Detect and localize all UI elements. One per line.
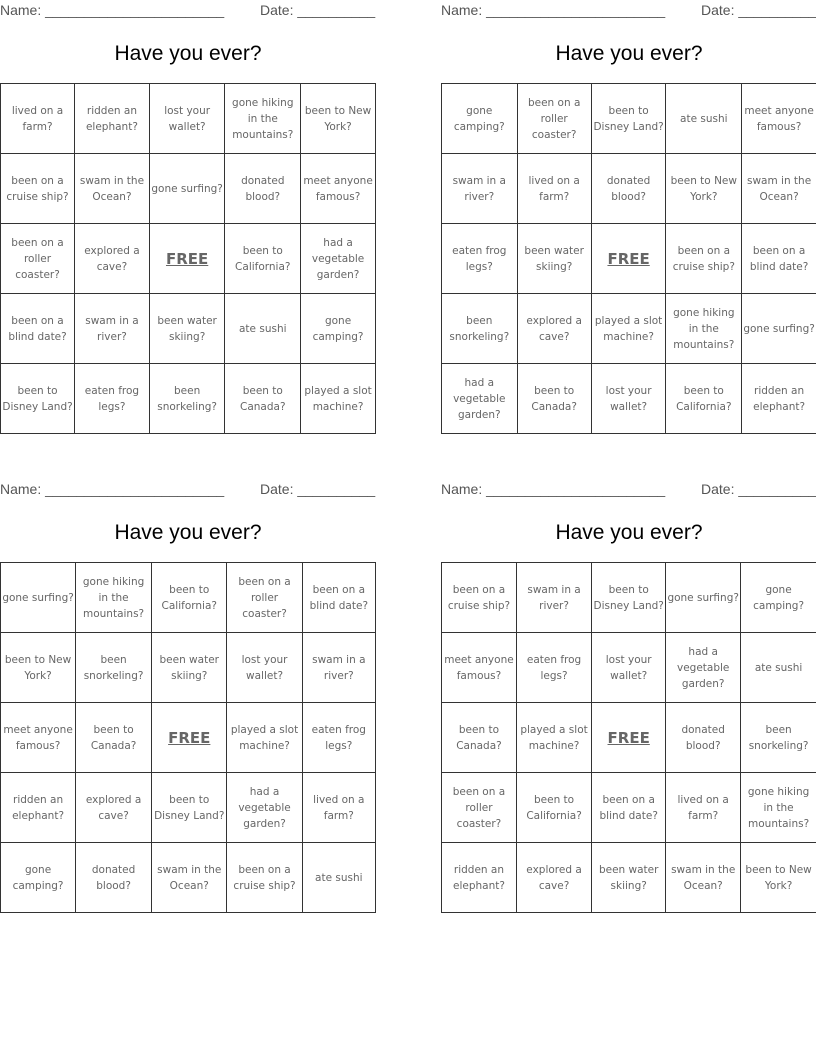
bingo-cell: been to Canada? bbox=[76, 703, 152, 773]
bingo-cell: lost your wallet? bbox=[591, 364, 666, 434]
bingo-cell: gone hiking in the mountains? bbox=[666, 294, 742, 364]
bingo-cell: been to Disney Land? bbox=[591, 84, 666, 154]
bingo-cell: eaten frog legs? bbox=[442, 224, 518, 294]
bingo-cell: gone surfing? bbox=[742, 294, 816, 364]
bingo-cell: had a vegetable garden? bbox=[442, 364, 518, 434]
bingo-cell: gone surfing? bbox=[666, 563, 741, 633]
bingo-cell: swam in a river? bbox=[516, 563, 591, 633]
bingo-cell: ate sushi bbox=[741, 633, 816, 703]
bingo-cell: gone hiking in the mountains? bbox=[741, 773, 816, 843]
bingo-cell: donated blood? bbox=[76, 843, 152, 913]
date-field-label: Date: __________ bbox=[701, 2, 816, 18]
bingo-cell: gone camping? bbox=[1, 843, 76, 913]
bingo-grid bbox=[0, 562, 376, 913]
bingo-cell: been on a roller coaster? bbox=[517, 84, 591, 154]
bingo-grid bbox=[0, 83, 376, 434]
bingo-cell: ate sushi bbox=[225, 294, 301, 364]
free-space: FREE bbox=[591, 224, 666, 294]
bingo-cell: swam in a river? bbox=[442, 154, 518, 224]
bingo-cell: been to California? bbox=[152, 563, 227, 633]
card-header bbox=[441, 479, 816, 501]
bingo-cell: meet anyone famous? bbox=[742, 84, 816, 154]
grid-row bbox=[1, 563, 376, 633]
card-header bbox=[441, 0, 816, 22]
bingo-grid bbox=[441, 83, 816, 434]
bingo-cell: played a slot machine? bbox=[227, 703, 302, 773]
grid-row bbox=[1, 154, 376, 224]
bingo-cell: been on a blind date? bbox=[592, 773, 666, 843]
grid-row bbox=[442, 154, 816, 224]
bingo-card-4 bbox=[441, 479, 816, 911]
bingo-cell: been to Canada? bbox=[225, 364, 301, 434]
bingo-cell: gone hiking in the mountains? bbox=[76, 563, 152, 633]
bingo-cell: been snorkeling? bbox=[741, 703, 816, 773]
bingo-cell: been to New York? bbox=[666, 154, 742, 224]
bingo-cell: lost your wallet? bbox=[592, 633, 666, 703]
bingo-card-3 bbox=[0, 479, 376, 911]
grid-row bbox=[442, 364, 816, 434]
bingo-cell: ridden an elephant? bbox=[442, 843, 517, 913]
bingo-cell: meet anyone famous? bbox=[301, 154, 376, 224]
bingo-cell: donated blood? bbox=[225, 154, 301, 224]
bingo-cell: been on a cruise ship? bbox=[227, 843, 302, 913]
grid-row bbox=[1, 84, 376, 154]
bingo-cell: ridden an elephant? bbox=[1, 773, 76, 843]
card-title: Have you ever? bbox=[114, 42, 262, 65]
bingo-cell: donated blood? bbox=[591, 154, 666, 224]
bingo-cell: been to Canada? bbox=[517, 364, 591, 434]
bingo-cell: been to New York? bbox=[741, 843, 816, 913]
grid-row bbox=[442, 703, 816, 773]
card-title: Have you ever? bbox=[555, 42, 703, 65]
card-title: Have you ever? bbox=[114, 521, 262, 544]
bingo-cell: swam in a river? bbox=[302, 633, 375, 703]
bingo-cell: explored a cave? bbox=[516, 843, 591, 913]
bingo-cell: ate sushi bbox=[302, 843, 375, 913]
bingo-cell: been to California? bbox=[225, 224, 301, 294]
bingo-cell: been to Canada? bbox=[442, 703, 517, 773]
bingo-cell: lived on a farm? bbox=[302, 773, 375, 843]
free-space: FREE bbox=[152, 703, 227, 773]
grid-row bbox=[442, 843, 816, 913]
grid-row bbox=[1, 703, 376, 773]
bingo-cell: donated blood? bbox=[666, 703, 741, 773]
grid-row bbox=[1, 224, 376, 294]
bingo-card-1 bbox=[0, 0, 376, 432]
bingo-cell: swam in the Ocean? bbox=[742, 154, 816, 224]
bingo-cell: been to New York? bbox=[301, 84, 376, 154]
grid-row bbox=[442, 294, 816, 364]
bingo-cell: lived on a farm? bbox=[517, 154, 591, 224]
bingo-cell: swam in a river? bbox=[75, 294, 150, 364]
bingo-cell: been on a blind date? bbox=[1, 294, 75, 364]
bingo-cell: been on a roller coaster? bbox=[1, 224, 75, 294]
bingo-cell: been water skiing? bbox=[592, 843, 666, 913]
bingo-cell: been on a cruise ship? bbox=[666, 224, 742, 294]
bingo-cell: had a vegetable garden? bbox=[227, 773, 302, 843]
name-field-label: Name: _______________________ bbox=[0, 2, 225, 18]
date-field-label: Date: __________ bbox=[701, 481, 816, 497]
bingo-cell: been to Disney Land? bbox=[592, 563, 666, 633]
name-field-label: Name: _______________________ bbox=[441, 481, 666, 497]
bingo-cell: eaten frog legs? bbox=[516, 633, 591, 703]
bingo-cell: swam in the Ocean? bbox=[75, 154, 150, 224]
grid-row bbox=[1, 633, 376, 703]
bingo-cell: been snorkeling? bbox=[149, 364, 225, 434]
bingo-cell: lost your wallet? bbox=[227, 633, 302, 703]
grid-row bbox=[1, 294, 376, 364]
bingo-cell: gone surfing? bbox=[149, 154, 225, 224]
bingo-cell: gone camping? bbox=[442, 84, 518, 154]
grid-row bbox=[442, 773, 816, 843]
bingo-cell: been to New York? bbox=[1, 633, 76, 703]
bingo-cell: explored a cave? bbox=[517, 294, 591, 364]
bingo-cell: been on a roller coaster? bbox=[442, 773, 517, 843]
bingo-cell: meet anyone famous? bbox=[442, 633, 517, 703]
date-field-label: Date: __________ bbox=[260, 2, 376, 18]
bingo-cell: played a slot machine? bbox=[591, 294, 666, 364]
bingo-cell: lived on a farm? bbox=[1, 84, 75, 154]
bingo-card-2 bbox=[441, 0, 816, 432]
bingo-cell: been to Disney Land? bbox=[1, 364, 75, 434]
bingo-cell: been to California? bbox=[516, 773, 591, 843]
grid-row bbox=[1, 364, 376, 434]
bingo-cell: lived on a farm? bbox=[666, 773, 741, 843]
bingo-cell: meet anyone famous? bbox=[1, 703, 76, 773]
grid-row bbox=[1, 773, 376, 843]
bingo-cell: explored a cave? bbox=[76, 773, 152, 843]
bingo-cell: gone camping? bbox=[741, 563, 816, 633]
grid-row bbox=[442, 224, 816, 294]
grid-row bbox=[442, 633, 816, 703]
bingo-cell: gone surfing? bbox=[1, 563, 76, 633]
bingo-cell: eaten frog legs? bbox=[302, 703, 375, 773]
bingo-cell: been to California? bbox=[666, 364, 742, 434]
card-title: Have you ever? bbox=[555, 521, 703, 544]
bingo-cell: been to Disney Land? bbox=[152, 773, 227, 843]
bingo-cell: been on a blind date? bbox=[302, 563, 375, 633]
grid-row bbox=[442, 84, 816, 154]
card-header bbox=[0, 479, 376, 501]
bingo-cell: been on a cruise ship? bbox=[442, 563, 517, 633]
bingo-cell: been on a blind date? bbox=[742, 224, 816, 294]
bingo-cell: been on a cruise ship? bbox=[1, 154, 75, 224]
bingo-cell: played a slot machine? bbox=[301, 364, 376, 434]
card-header bbox=[0, 0, 376, 22]
bingo-cell: gone hiking in the mountains? bbox=[225, 84, 301, 154]
date-field-label: Date: __________ bbox=[260, 481, 376, 497]
bingo-cell: ridden an elephant? bbox=[75, 84, 150, 154]
bingo-cell: been snorkeling? bbox=[76, 633, 152, 703]
bingo-cell: ate sushi bbox=[666, 84, 742, 154]
bingo-cell: been water skiing? bbox=[152, 633, 227, 703]
bingo-grid bbox=[441, 562, 816, 913]
bingo-cell: had a vegetable garden? bbox=[301, 224, 376, 294]
free-space: FREE bbox=[149, 224, 225, 294]
bingo-cell: played a slot machine? bbox=[516, 703, 591, 773]
bingo-cell: eaten frog legs? bbox=[75, 364, 150, 434]
bingo-cell: explored a cave? bbox=[75, 224, 150, 294]
bingo-cell: been water skiing? bbox=[517, 224, 591, 294]
bingo-cell: swam in the Ocean? bbox=[152, 843, 227, 913]
name-field-label: Name: _______________________ bbox=[0, 481, 225, 497]
bingo-cell: had a vegetable garden? bbox=[666, 633, 741, 703]
bingo-cell: ridden an elephant? bbox=[742, 364, 816, 434]
grid-row bbox=[1, 843, 376, 913]
name-field-label: Name: _______________________ bbox=[441, 2, 666, 18]
bingo-cell: been water skiing? bbox=[149, 294, 225, 364]
bingo-cell: been snorkeling? bbox=[442, 294, 518, 364]
grid-row bbox=[442, 563, 816, 633]
bingo-cell: gone camping? bbox=[301, 294, 376, 364]
bingo-cell: been on a roller coaster? bbox=[227, 563, 302, 633]
bingo-cell: swam in the Ocean? bbox=[666, 843, 741, 913]
free-space: FREE bbox=[592, 703, 666, 773]
bingo-cell: lost your wallet? bbox=[149, 84, 225, 154]
